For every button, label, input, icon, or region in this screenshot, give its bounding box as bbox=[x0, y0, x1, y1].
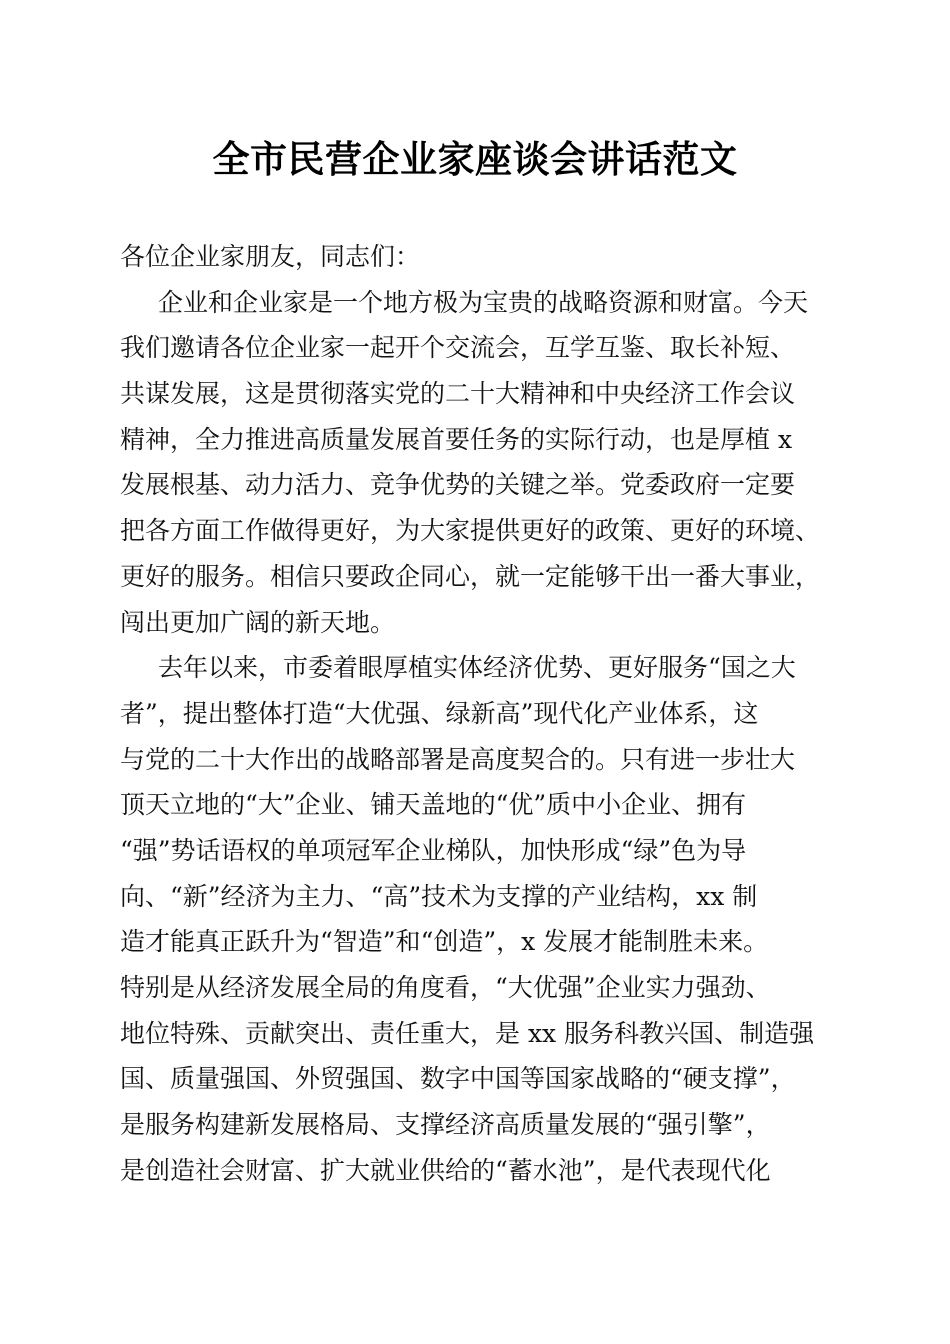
salutation-line: 各位企业家朋友，同志们： bbox=[120, 242, 421, 271]
paragraph-1-line-5: 发展根基、动力活力、竞争优势的关键之举。党委政府一定要 bbox=[120, 470, 796, 500]
paragraph-2-line-2: 者”，提出整体打造“大优强、绿新高”现代化产业体系，这 bbox=[120, 698, 759, 728]
paragraph-1-line-4: 精神，全力推进高质量发展首要任务的实际行动，也是厚植 x bbox=[120, 424, 793, 454]
paragraph-2-line-8: 特别是从经济发展全局的角度看，“大优强”企业实力强劲、 bbox=[120, 973, 771, 1002]
paragraph-1-line-8: 闯出更加广阔的新天地。 bbox=[120, 607, 396, 637]
document-body bbox=[120, 234, 840, 1193]
paragraph-2-line-10: 国、质量强国、外贸强国、数字中国等国家战略的“硬支撑”， bbox=[120, 1064, 796, 1094]
paragraph-1-line-1: 企业和企业家是一个地方极为宝贵的战略资源和财富。今天 bbox=[158, 287, 809, 317]
document-title: 全市民营企业家座谈会讲话范文 bbox=[212, 137, 738, 181]
paragraph-2-line-11: 是服务构建新发展格局、支撑经济高质量发展的“强引擎”， bbox=[120, 1110, 771, 1140]
paragraph-1-line-3: 共谋发展，这是贯彻落实党的二十大精神和中央经济工作会议 bbox=[120, 379, 796, 409]
paragraph-2-line-12: 是创造社会财富、扩大就业供给的“蓄水池”，是代表现代化 bbox=[120, 1155, 771, 1185]
paragraph-2-line-7: 造才能真正跃升为“智造”和“创造”，x 发展才能制胜未来。 bbox=[120, 927, 769, 957]
paragraph-2-line-9: 地位特殊、贡献突出、责任重大，是 xx 服务科教兴国、制造强 bbox=[120, 1018, 815, 1048]
paragraph-2-line-1: 去年以来，市委着眼厚植实体经济优势、更好服务“国之大 bbox=[158, 653, 796, 683]
paragraph-2-line-4: 顶天立地的“大”企业、铺天盖地的“优”质中小企业、拥有 bbox=[120, 790, 747, 820]
paragraph-1-line-7: 更好的服务。相信只要政企同心，就一定能够干出一番大事业， bbox=[120, 561, 821, 591]
paragraph-1-line-6: 把各方面工作做得更好，为大家提供更好的政策、更好的环境、 bbox=[120, 516, 821, 546]
paragraph-2-line-6: 向、“新”经济为主力、“高”技术为支撑的产业结构，xx 制 bbox=[120, 881, 758, 911]
paragraph-2-line-5: “强”势话语权的单项冠军企业梯队，加快形成“绿”色为导 bbox=[120, 835, 747, 865]
paragraph-1-line-2: 我们邀请各位企业家一起开个交流会，互学互鉴、取长补短、 bbox=[120, 333, 796, 363]
paragraph-2-line-3: 与党的二十大作出的战略部署是高度契合的。只有进一步壮大 bbox=[120, 744, 796, 774]
